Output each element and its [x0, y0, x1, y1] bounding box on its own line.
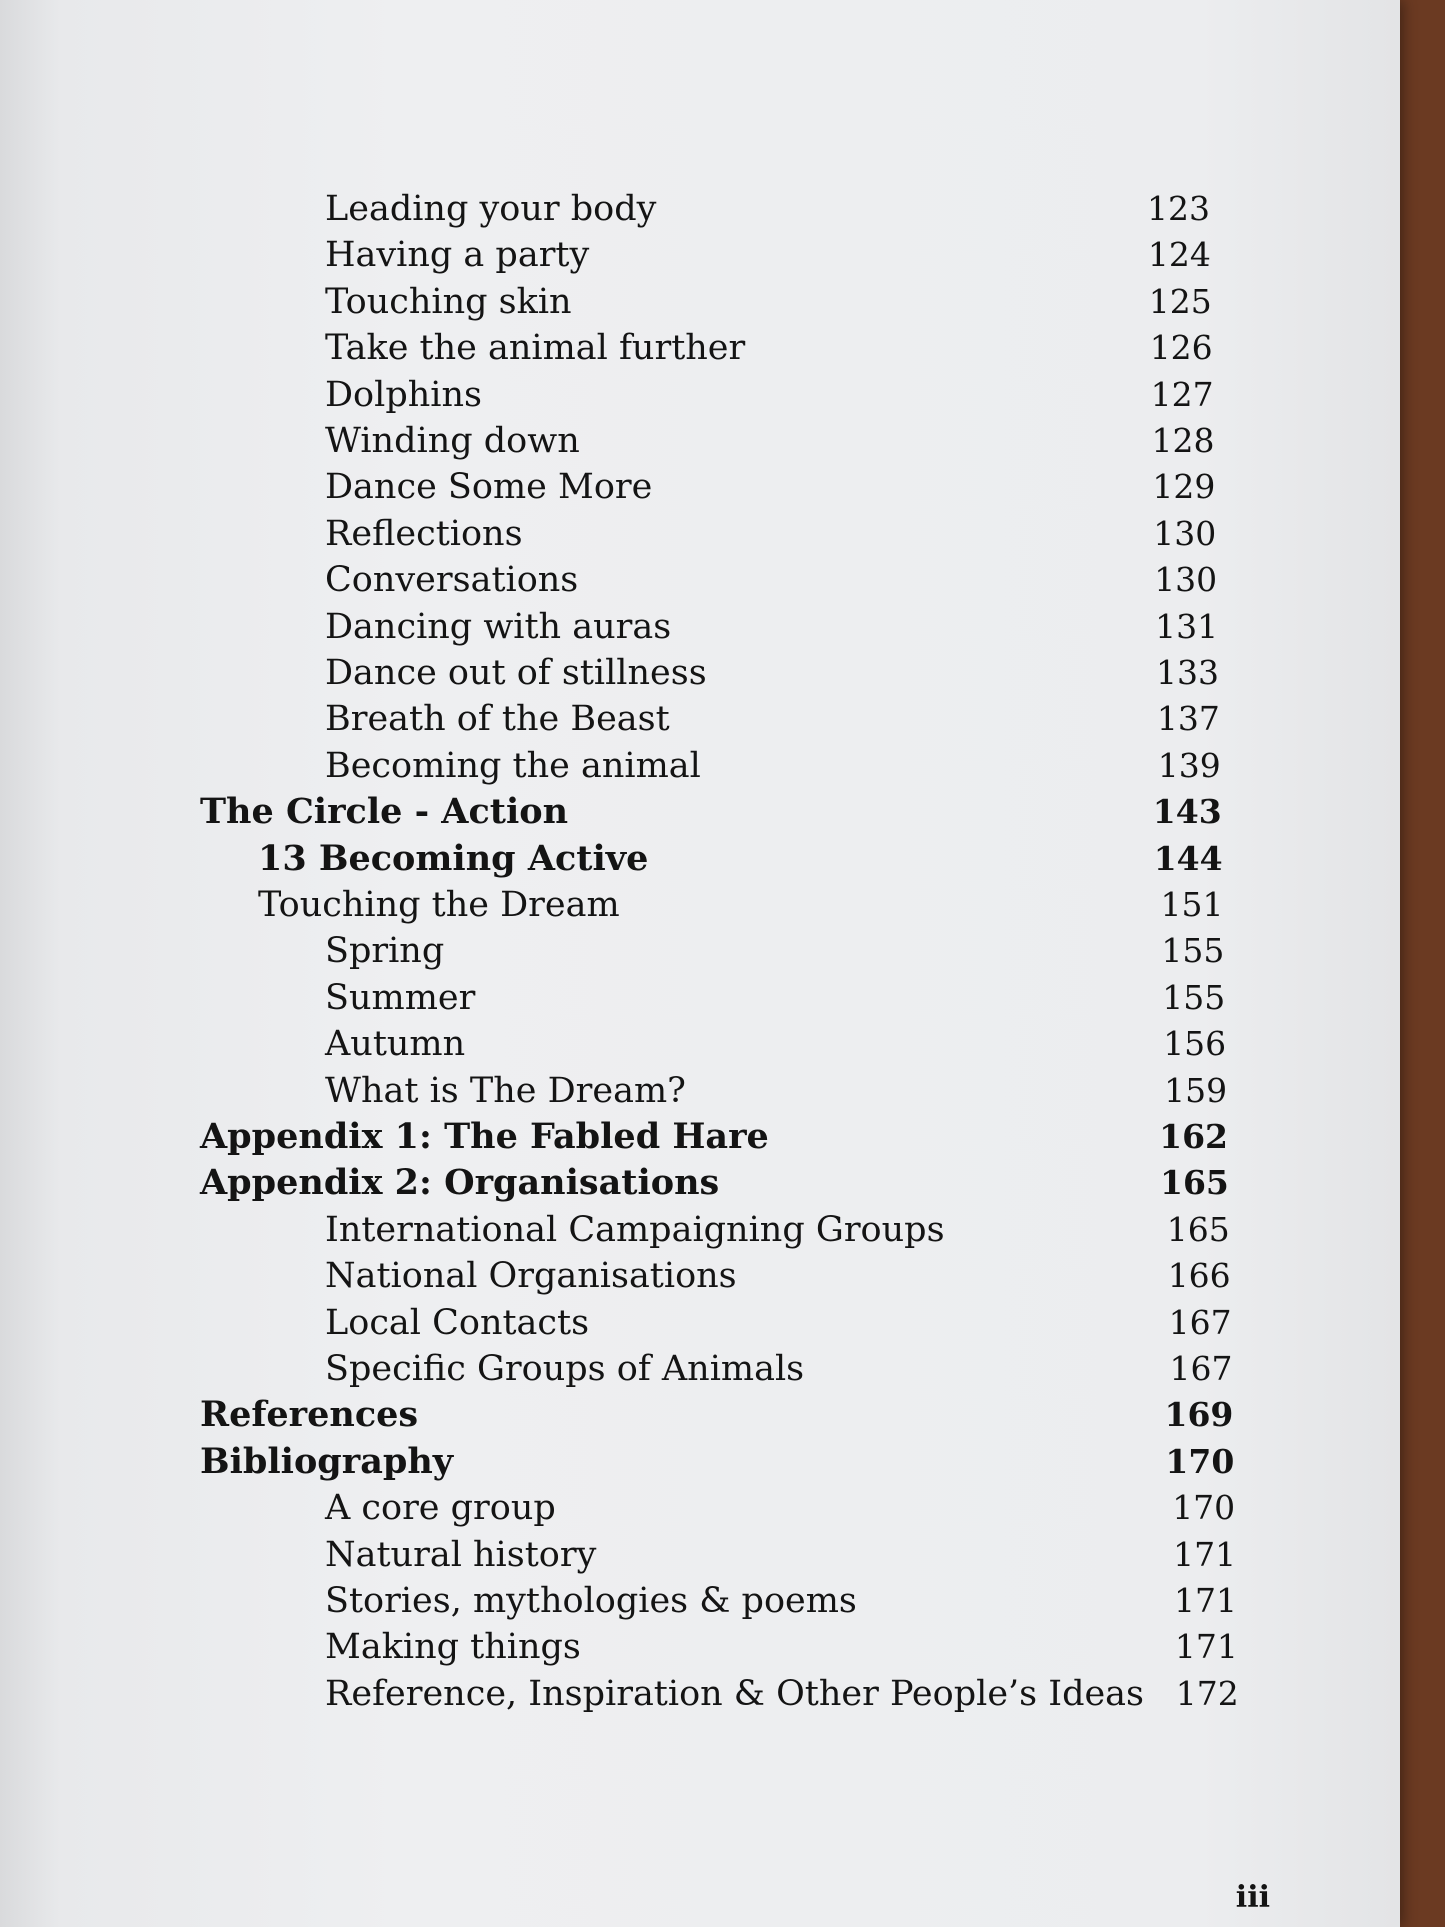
toc-entry-title: Take the animal further: [325, 328, 746, 369]
toc-entry-page: 151: [1160, 885, 1224, 924]
toc-entry-title: Winding down: [325, 421, 580, 461]
toc-entry-title: Becoming the animal: [325, 745, 701, 786]
toc-entry: [0, 325, 1400, 371]
toc-entry: [0, 604, 1400, 650]
toc-entry-title: Conversations: [325, 560, 579, 601]
toc-entry-page: 130: [1154, 560, 1218, 600]
toc-entry-page: 143: [1152, 792, 1222, 832]
toc-entry: [0, 928, 1400, 974]
toc-entry: [0, 372, 1400, 418]
toc-entry-page: 123: [1147, 189, 1210, 228]
toc-entry-page: 167: [1168, 1302, 1232, 1342]
toc-entry-page: 129: [1152, 467, 1216, 507]
toc-entry-page: 124: [1147, 235, 1211, 275]
toc-entry-title: What is The Dream?: [325, 1070, 686, 1111]
toc-entry-title: Natural history: [325, 1534, 597, 1575]
toc-entry-title: Bibliography: [200, 1440, 454, 1482]
toc-entry-title: Appendix 1: The Fabled Hare: [200, 1116, 769, 1157]
toc-entry-page: 131: [1155, 606, 1219, 646]
toc-entry-title: Breath of the Beast: [325, 699, 670, 740]
toc-entry: [0, 975, 1400, 1021]
toc-entry-title: Reference, Inspiration & Other People’s Ideas: [325, 1673, 1145, 1714]
toc-entry-title: The Circle - Action: [200, 791, 569, 833]
toc-entry: [0, 511, 1400, 557]
toc-entry-title: Having a party: [325, 235, 590, 276]
toc-entry: [0, 1300, 1400, 1346]
toc-entry: [0, 650, 1400, 696]
toc-entry-title: A core group: [325, 1488, 556, 1529]
toc-entry: [0, 1160, 1400, 1206]
toc-entry-page: 125: [1148, 281, 1212, 321]
toc-entry-page: 127: [1150, 374, 1214, 414]
toc-entry: [0, 696, 1400, 742]
toc-entry-title: Spring: [325, 931, 445, 972]
toc-entry: [0, 1207, 1400, 1253]
toc-entry-page: 165: [1160, 1163, 1229, 1203]
toc-entry-title: Appendix 2: Organisations: [200, 1162, 720, 1204]
toc-entry-title: Stories, mythologies & poems: [325, 1581, 857, 1621]
toc-entry: [0, 1624, 1400, 1670]
toc-entry-title: 13 Becoming Active: [258, 837, 649, 879]
toc-entry: [0, 557, 1400, 603]
toc-entry-title: Touching the Dream: [258, 885, 620, 925]
toc-entry-page: 166: [1167, 1256, 1231, 1296]
toc-entry: [0, 186, 1400, 232]
toc-entry: [0, 1532, 1400, 1578]
toc-entry-page: 165: [1166, 1209, 1230, 1249]
toc-entry-title: National Organisations: [325, 1256, 737, 1297]
toc-entry: [0, 1671, 1400, 1717]
page-number: iii: [1235, 1880, 1270, 1915]
toc-entry: [0, 464, 1400, 510]
toc-entry: [0, 836, 1400, 882]
toc-entry: [0, 232, 1400, 278]
toc-entry-title: Making things: [325, 1627, 581, 1668]
toc-entry-title: Autumn: [325, 1024, 466, 1065]
toc-entry: [0, 882, 1400, 928]
toc-entry: [0, 1021, 1400, 1067]
toc-entry-title: International Campaigning Groups: [325, 1209, 945, 1250]
toc-entry: [0, 1068, 1400, 1114]
toc-entry: [0, 1439, 1400, 1485]
toc-entry-page: 128: [1151, 421, 1215, 460]
toc-entry-page: 169: [1164, 1395, 1234, 1435]
toc-entry-page: 170: [1172, 1488, 1236, 1528]
toc-entry-page: 167: [1169, 1349, 1233, 1388]
toc-entry: [0, 743, 1400, 789]
toc-entry-page: 172: [1175, 1673, 1239, 1713]
toc-entry-page: 171: [1173, 1534, 1237, 1574]
toc-entry-title: Dolphins: [325, 374, 482, 415]
toc-entry: [0, 418, 1400, 464]
toc-entry-page: 170: [1165, 1441, 1235, 1481]
toc-entry-title: Reflections: [325, 513, 523, 554]
toc-entry-title: References: [200, 1394, 419, 1436]
toc-entry-page: 139: [1157, 745, 1221, 785]
toc-entry-page: 133: [1156, 653, 1219, 692]
toc-entry-page: 155: [1161, 931, 1225, 971]
toc-entry-title: Dance Some More: [325, 467, 653, 508]
toc-entry-title: Leading your body: [325, 189, 657, 229]
toc-entry-page: 144: [1153, 838, 1223, 878]
toc-entry: [0, 279, 1400, 325]
toc-entry-page: 130: [1153, 513, 1217, 553]
toc-entry-title: Touching skin: [325, 281, 572, 322]
toc-entry-page: 126: [1149, 328, 1213, 368]
toc-entry-page: 159: [1164, 1070, 1228, 1110]
toc-entry-page: 171: [1174, 1581, 1237, 1620]
toc-entry: [0, 1392, 1400, 1438]
toc-entry-page: 155: [1162, 977, 1226, 1017]
toc-entry-title: Specific Groups of Animals: [325, 1349, 805, 1389]
toc-entry-page: 171: [1174, 1627, 1238, 1667]
toc-entry-page: 156: [1163, 1024, 1227, 1064]
toc-entry-title: Dance out of stillness: [325, 653, 707, 693]
toc-entry: [0, 789, 1400, 835]
toc-entry: [0, 1253, 1400, 1299]
toc-entry-page: 162: [1159, 1117, 1228, 1156]
toc-entry-title: Local Contacts: [325, 1302, 590, 1343]
toc-entry: [0, 1114, 1400, 1160]
toc-entry: [0, 1346, 1400, 1392]
toc-entry-page: 137: [1156, 699, 1220, 739]
toc-entry-title: Summer: [325, 977, 476, 1018]
toc-entry: [0, 1578, 1400, 1624]
toc-entry: [0, 1485, 1400, 1531]
toc-entry-title: Dancing with auras: [325, 606, 672, 647]
